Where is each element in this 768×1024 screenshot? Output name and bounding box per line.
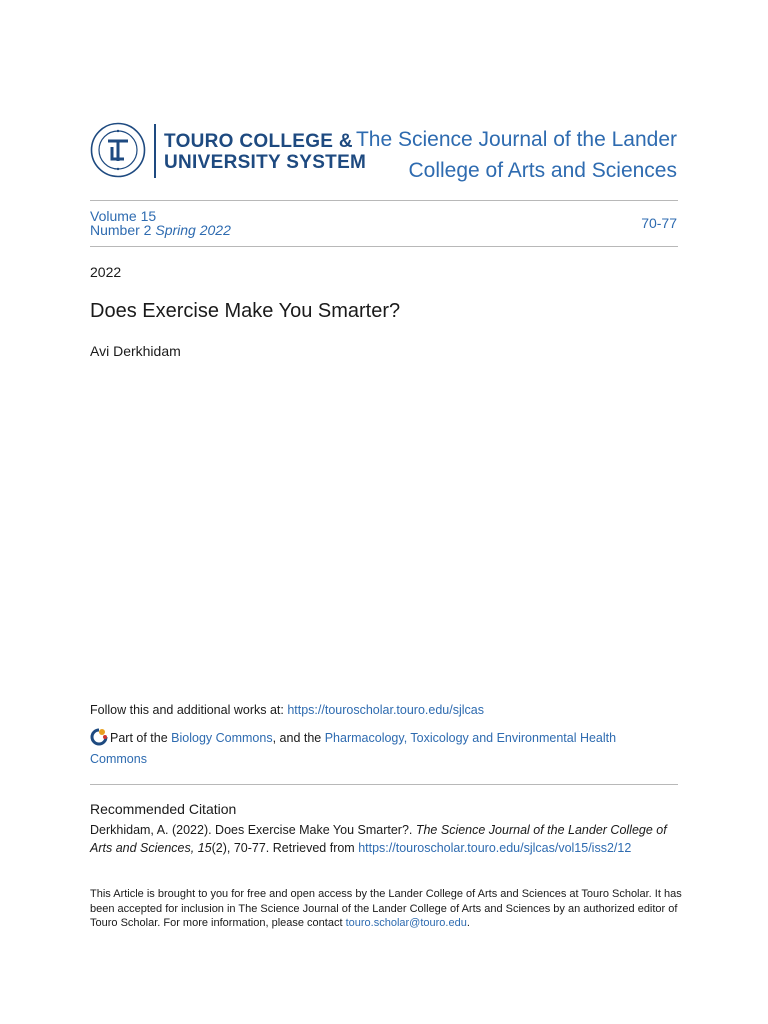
article-title: Does Exercise Make You Smarter? (90, 300, 401, 322)
contact-email-link[interactable]: touro.scholar@touro.edu (345, 917, 467, 929)
page-range[interactable]: 70-77 (641, 215, 677, 231)
institution-name (164, 131, 366, 173)
pharmacology-commons-link[interactable]: Pharmacology, Toxicology and Environmental Health (324, 731, 617, 745)
institution-name-line2: UNIVERSITY SYSTEM (164, 152, 367, 173)
article-author: Avi Derkhidam (90, 343, 181, 359)
notice-end: . (466, 917, 470, 929)
journal-title-line1[interactable]: The Science Journal of the Lander (355, 128, 677, 151)
issue-rule (90, 246, 678, 247)
issue-info[interactable] (90, 209, 231, 237)
part-of-middle: , and the (272, 731, 325, 745)
part-of-prefix: Part of the (110, 731, 172, 745)
notice-text: This Article is brought to you for free and open access by the Lander College of Arts and Sciences at Touro Scholar. It has been accepted for inclusion in The Science Journal of the Lander College of Arts and Sciences by an authorized editor of Touro Scholar. For more information, please contact (90, 888, 682, 929)
journal-title-line2[interactable]: College of Arts and Sciences (408, 159, 677, 182)
citation-text (90, 821, 680, 857)
top-rule (90, 200, 678, 201)
citation-url-link[interactable]: https://touroscholar.touro.edu/sjlcas/vol15/iss2/12 (358, 841, 632, 855)
citation-heading: Recommended Citation (90, 801, 237, 817)
follow-url-link[interactable]: https://touroscholar.touro.edu/sjlcas (287, 703, 484, 717)
number-link[interactable]: Number 2 (90, 222, 152, 238)
follow-label: Follow this and additional works at: (90, 703, 288, 717)
season-link[interactable]: Spring 2022 (155, 222, 231, 238)
number-line[interactable] (90, 223, 231, 237)
network-commons-icon (90, 728, 108, 746)
institution-name-line1: TOURO COLLEGE & (164, 131, 353, 152)
citation-part1: Derkhidam, A. (2022). Does Exercise Make You Smarter?. (90, 823, 416, 837)
biology-commons-link[interactable]: Biology Commons (171, 731, 273, 745)
citation-journal: The Science Journal of the Lander College of Arts and Sciences, 15 (90, 823, 667, 855)
header-divider (154, 124, 156, 178)
volume-link[interactable]: Volume 15 (90, 208, 157, 224)
pharmacology-commons-link-cont[interactable]: Commons (90, 752, 147, 766)
journal-title[interactable] (347, 124, 677, 186)
part-of-line (90, 728, 650, 770)
touro-seal-logo (90, 122, 146, 178)
citation-part2: (2), 70-77. Retrieved from (211, 841, 359, 855)
article-year: 2022 (90, 264, 122, 280)
citation-rule (90, 784, 678, 785)
access-notice (90, 887, 690, 931)
follow-line (90, 703, 484, 717)
